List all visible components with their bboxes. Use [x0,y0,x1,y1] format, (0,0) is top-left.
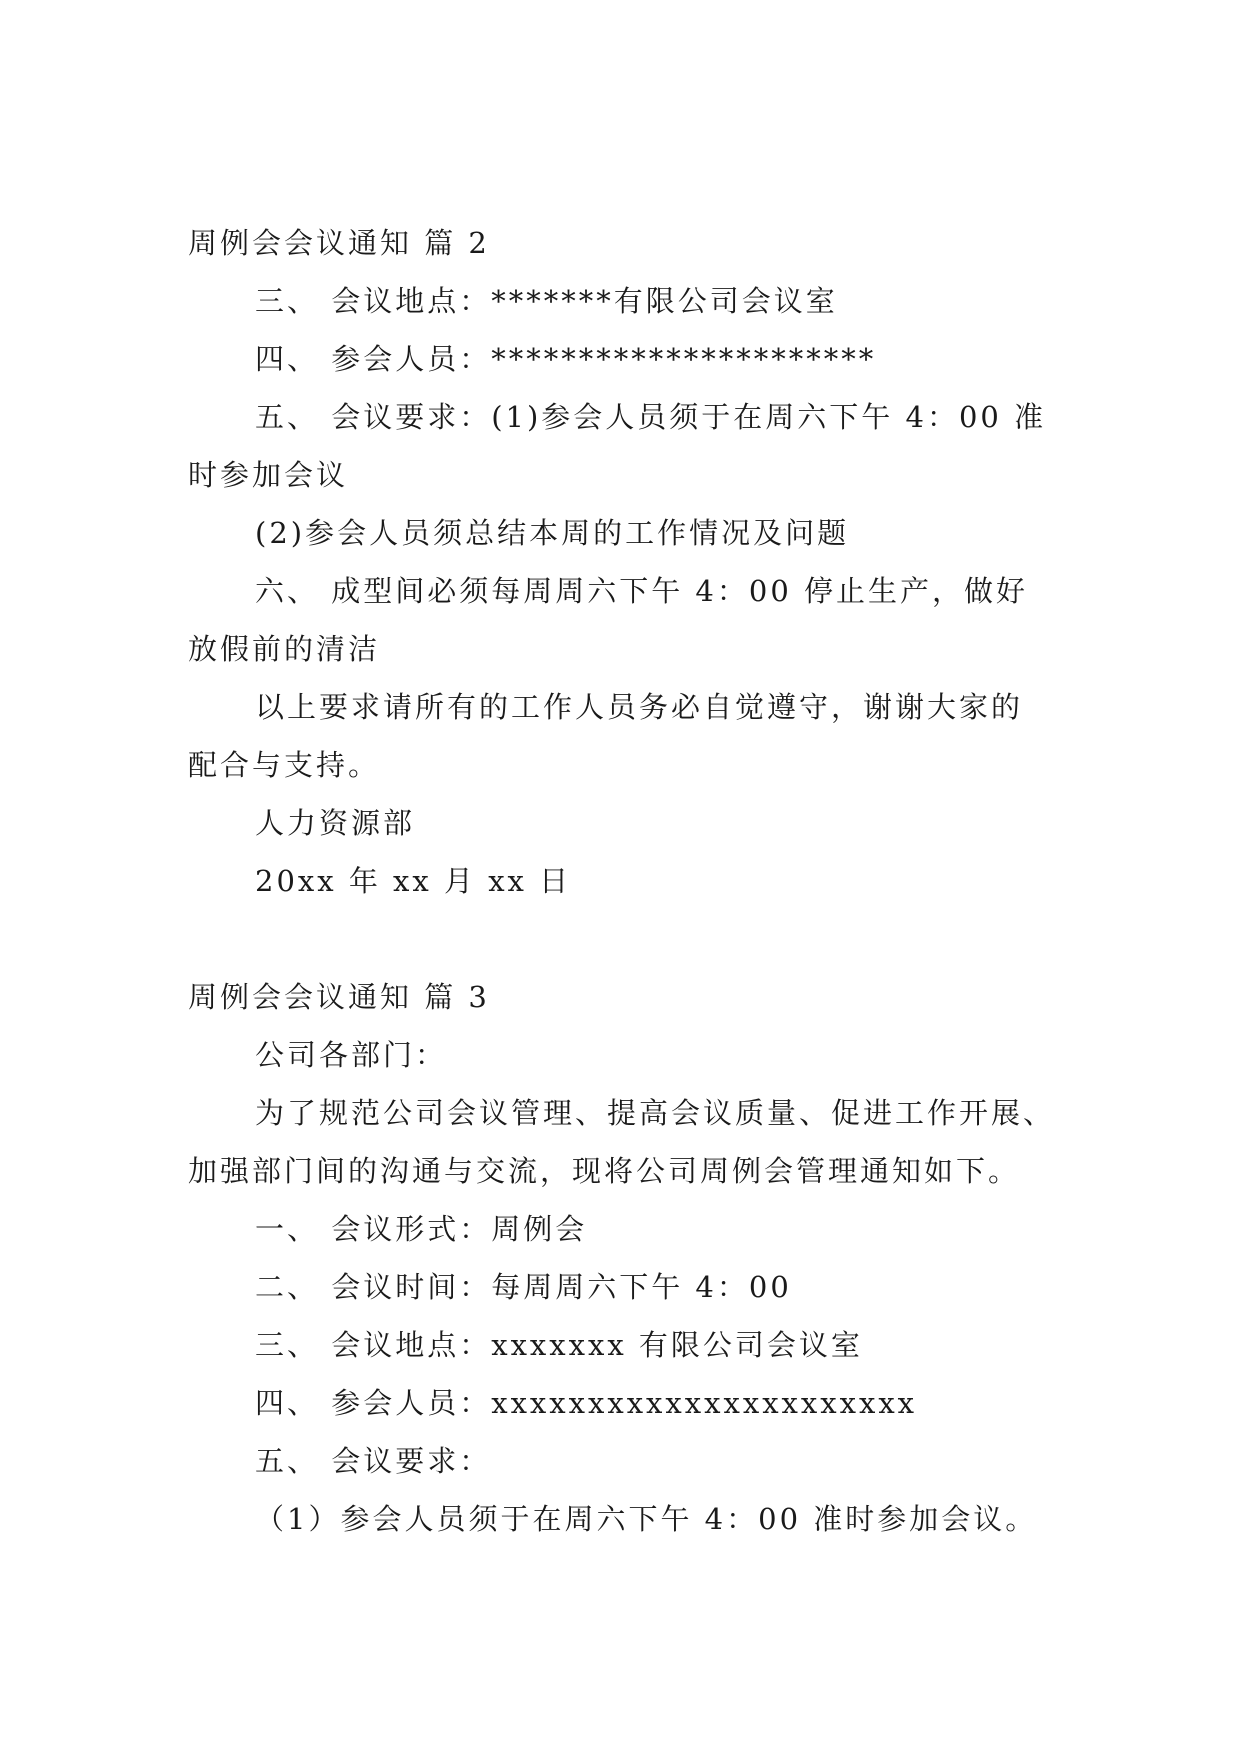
section3-item4: 四、 参会人员：xxxxxxxxxxxxxxxxxxxxxx [255,1386,918,1420]
section2-item6-line2: 放假前的清洁 [188,632,381,666]
section2-closing-line2: 配合与支持。 [188,748,381,782]
section2-item6-line1: 六、 成型间必须每周周六下午 4：00 停止生产，做好 [255,574,1029,608]
section2-item3: 三、 会议地点：*******有限公司会议室 [255,284,838,318]
section2-item4: 四、 参会人员：********************** [255,342,877,376]
section3-item3: 三、 会议地点：xxxxxxx 有限公司会议室 [255,1328,863,1362]
section2-req2: (2)参会人员须总结本周的工作情况及问题 [255,516,850,550]
section2-closing-line1: 以上要求请所有的工作人员务必自觉遵守，谢谢大家的 [255,690,1024,724]
section3-heading: 周例会会议通知 篇 3 [188,980,490,1014]
section2-date: 20xx 年 xx 月 xx 日 [255,864,572,898]
section3-salutation: 公司各部门： [255,1038,448,1072]
section2-heading: 周例会会议通知 篇 2 [188,226,490,260]
section3-req1: （1）参会人员须于在周六下午 4：00 准时参加会议。 [255,1502,1038,1536]
section3-item5: 五、 会议要求： [255,1444,492,1478]
section3-intro-line2: 加强部门间的沟通与交流，现将公司周例会管理通知如下。 [188,1154,1021,1188]
section3-item2: 二、 会议时间：每周周六下午 4：00 [255,1270,792,1304]
section2-item5-line2: 时参加会议 [188,458,349,492]
section2-item5-line1: 五、 会议要求：(1)参会人员须于在周六下午 4：00 准 [255,400,1047,434]
section2-department: 人力资源部 [255,806,416,840]
section3-item1: 一、 会议形式：周例会 [255,1212,588,1246]
section3-intro-line1: 为了规范公司会议管理、提高会议质量、促进工作开展、 [255,1096,1056,1130]
